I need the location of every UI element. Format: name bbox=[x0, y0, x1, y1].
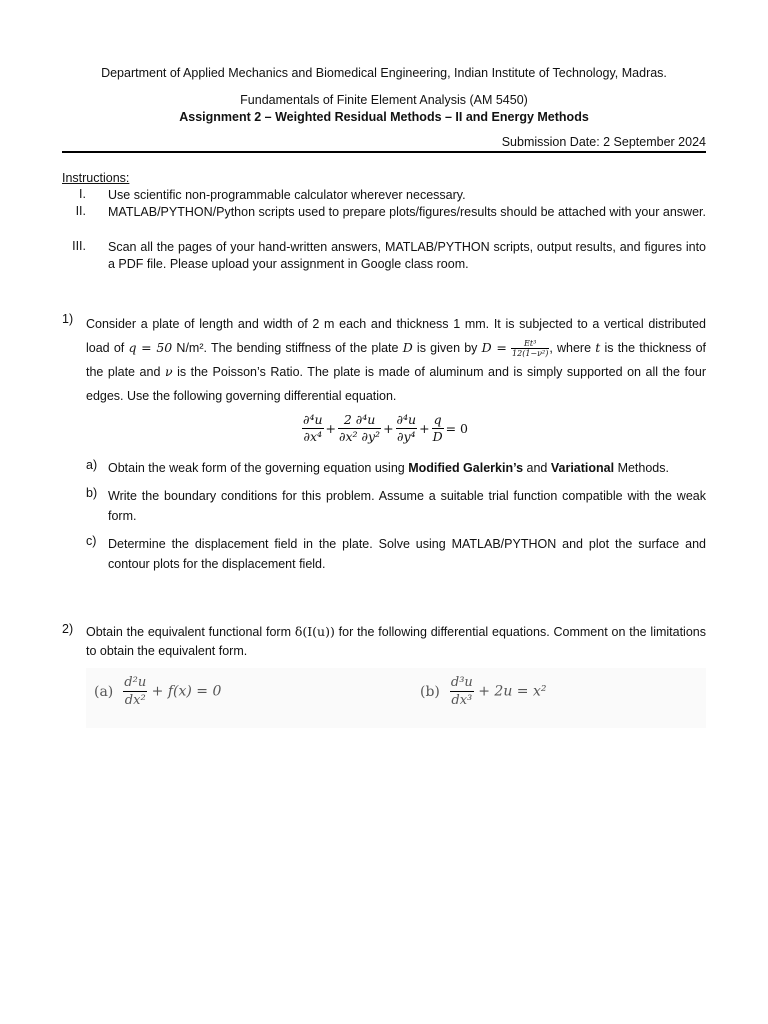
eq-rhs: = 0 bbox=[445, 420, 468, 436]
stiffness-numerator: Et³ bbox=[511, 339, 549, 349]
load-value: q = 50 bbox=[128, 340, 173, 355]
question-number: 1) bbox=[62, 312, 74, 326]
eq-term2-num: 2 ∂⁴u bbox=[338, 412, 381, 429]
document-page bbox=[62, 0, 706, 1024]
part-text: Write the boundary conditions for this problem. Assume a suitable trial function compatible with the weak form. bbox=[108, 489, 706, 523]
instruction-number: III. bbox=[72, 239, 86, 253]
question-number: 2) bbox=[62, 622, 74, 636]
functional-symbol: δ(I(u)) bbox=[294, 624, 335, 639]
q1-text-f: is the Poisson’s Ratio. The plate is made of aluminum and is simply supported on all the four edges. Use the following governing differential equation. bbox=[86, 365, 706, 403]
stiffness-fraction bbox=[511, 339, 549, 358]
thickness-symbol: t bbox=[595, 340, 601, 355]
part-label: a) bbox=[86, 458, 98, 472]
question-1-text bbox=[86, 312, 706, 408]
equation-b bbox=[420, 674, 547, 709]
part-a-bold2: Variational bbox=[550, 461, 615, 475]
instruction-number: II. bbox=[75, 204, 86, 218]
equation-label: (a) bbox=[94, 683, 114, 700]
q1-text-b: N/m². The bending stiffness of the plate bbox=[172, 341, 403, 355]
instruction-text: Scan all the pages of your hand-written answers, MATLAB/PYTHON scripts, output results, and figures into a PDF file. Please upload your assignment in Google class room. bbox=[108, 240, 706, 271]
department-line: Department of Applied Mechanics and Biomedical Engineering, Indian Institute of Technology, Madras. bbox=[101, 66, 667, 80]
q1-text-a: Consider a plate of length and width of 2 m each and thickness 1 mm. It is subjected to a vertical distributed load of bbox=[86, 317, 706, 355]
q2-text-a: Obtain the equivalent functional form bbox=[86, 625, 295, 639]
governing-equation bbox=[302, 412, 470, 445]
eq-plus: + bbox=[383, 420, 394, 436]
q1-text-e: is the thickness of the plate and bbox=[86, 341, 706, 379]
eq-term3-num: ∂⁴u bbox=[396, 412, 417, 427]
course-title: Fundamentals of Finite Element Analysis (AM 5450) bbox=[240, 93, 528, 107]
stiffness-eq: D = bbox=[481, 340, 507, 355]
part-text: Determine the displacement field in the plate. Solve using MATLAB/PYTHON and plot the surface and contour plots for the displacement field. bbox=[108, 537, 706, 571]
eq-b-rest: + 2u = x² bbox=[478, 683, 547, 700]
stiffness-denominator: 12(1−ν²) bbox=[512, 349, 549, 358]
part-label: b) bbox=[86, 486, 98, 500]
equation-label: (b) bbox=[420, 683, 440, 700]
header-rule bbox=[62, 151, 706, 153]
part-text bbox=[108, 458, 706, 478]
instructions-heading: Instructions: bbox=[62, 171, 130, 185]
eq-a-num: d²u bbox=[124, 675, 147, 690]
assignment-title: Assignment 2 – Weighted Residual Methods – II and Energy Methods bbox=[179, 110, 589, 124]
eq-term1-den: ∂x⁴ bbox=[303, 429, 323, 444]
q1-text-d: , where bbox=[549, 341, 596, 355]
equations-image bbox=[86, 668, 706, 728]
eq-term2-den: ∂x² ∂y² bbox=[339, 429, 381, 444]
eq-a-rest: + f(x) = 0 bbox=[151, 683, 222, 700]
instruction-text: MATLAB/PYTHON/Python scripts used to prepare plots/figures/results should be attached with your answer. bbox=[108, 205, 706, 219]
instruction-number: I. bbox=[79, 187, 86, 201]
eq-term4-num: q bbox=[432, 412, 444, 429]
poisson-symbol: ν bbox=[164, 364, 173, 379]
instruction-text: Use scientific non-programmable calculator wherever necessary. bbox=[108, 188, 466, 202]
eq-term1-num: ∂⁴u bbox=[303, 412, 323, 427]
part-a-bold1: Modified Galerkin’s bbox=[408, 461, 524, 475]
stiffness-symbol: D bbox=[402, 340, 413, 355]
submission-date: Submission Date: 2 September 2024 bbox=[501, 135, 706, 149]
eq-b-num: d³u bbox=[450, 675, 473, 690]
q2-text-b: for the following differential equations. Comment on the limitations to obtain the equivalent form. bbox=[86, 625, 706, 658]
eq-term3-den: ∂y⁴ bbox=[397, 429, 416, 444]
q1-text-c: is given by bbox=[412, 341, 482, 355]
part-a-mid: and bbox=[523, 461, 551, 475]
eq-plus: + bbox=[325, 420, 337, 436]
eq-a-den: dx² bbox=[124, 693, 146, 708]
part-a-post: Methods. bbox=[614, 461, 669, 475]
question-2-text bbox=[86, 622, 706, 661]
eq-plus: + bbox=[419, 420, 430, 436]
eq-b-den: dx³ bbox=[451, 693, 473, 708]
part-label: c) bbox=[86, 534, 97, 548]
part-a-pre: Obtain the weak form of the governing equation using bbox=[108, 461, 409, 475]
eq-term4-den: D bbox=[432, 429, 443, 444]
equation-a bbox=[94, 674, 221, 709]
